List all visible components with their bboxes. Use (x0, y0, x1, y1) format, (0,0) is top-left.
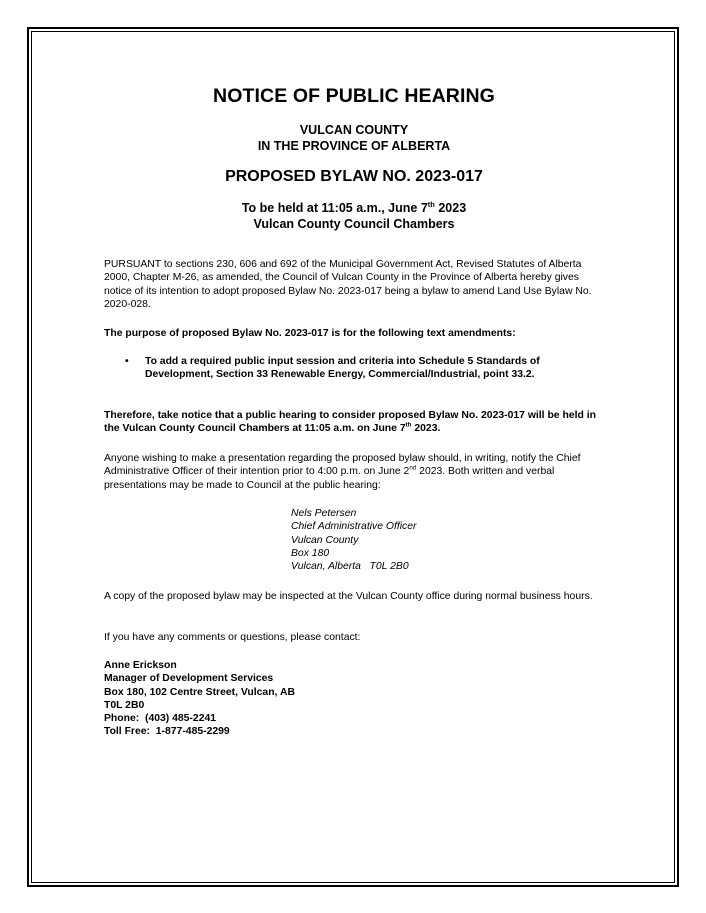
questions-paragraph: If you have any comments or questions, please contact: (104, 632, 361, 643)
cao-address (291, 507, 417, 573)
contact-line: Anne Erickson (104, 660, 177, 671)
contact-line: T0L 2B0 (104, 699, 145, 711)
amendment-text: To add a required public input session and criteria into Schedule 5 Standards of Development, Section 33 Renewable Energy, Commercial/Industrial, point 33.2. (145, 356, 540, 381)
therefore-sup: th (405, 421, 412, 429)
purpose-paragraph: The purpose of proposed Bylaw No. 2023-017 is for the following text amendments: (104, 328, 516, 339)
hearing-location: Vulcan County Council Chambers (253, 217, 455, 231)
contact-phone: Phone: (403) 485-2241 (104, 713, 217, 725)
therefore-text: Therefore, take notice that a public hearing to consider proposed Bylaw No. 2023-017 will be held in the Vulcan County Council Chambers at 11:05 a.m. on June 7 (104, 410, 596, 435)
address-line: Vulcan County (291, 534, 359, 546)
anyone-rest: 2023. Both written and verbal presentations may be made to Council at the public hearing: (104, 466, 555, 491)
county-heading (104, 122, 604, 154)
province-line: IN THE PROVINCE OF ALBERTA (257, 139, 451, 153)
hearing-time-sup: th (427, 199, 435, 209)
bylaw-heading: PROPOSED BYLAW NO. 2023-017 (225, 168, 483, 185)
anyone-paragraph (104, 452, 606, 492)
contact-toll-free: Toll Free: 1-877-485-2299 (104, 726, 230, 738)
address-line: Vulcan, Alberta T0L 2B0 (291, 561, 409, 573)
address-line: Box 180 (291, 547, 330, 559)
bullet-icon: • (125, 356, 129, 367)
address-line: Nels Petersen (291, 508, 357, 519)
anyone-text: Anyone wishing to make a presentation regarding the proposed bylaw should, in writing, notify the Chief Administrative Officer of their intention prior to 4:00 p.m. on June 2 (104, 453, 581, 478)
county-name: VULCAN COUNTY (299, 123, 409, 137)
copy-paragraph: A copy of the proposed bylaw may be inspected at the Vulcan County office during normal business hours. (104, 591, 593, 602)
therefore-year: 2023. (411, 423, 441, 435)
hearing-time-text: To be held at 11:05 a.m., June 7 (241, 201, 428, 215)
therefore-paragraph (104, 409, 606, 436)
notice-title: NOTICE OF PUBLIC HEARING (213, 85, 495, 107)
address-line: Chief Administrative Officer (291, 521, 417, 533)
contact-line: Manager of Development Services (104, 673, 274, 685)
contact-line: Box 180, 102 Centre Street, Vulcan, AB (104, 686, 295, 698)
hearing-time-block (104, 200, 604, 232)
pursuant-paragraph: PURSUANT to sections 230, 606 and 692 of the Municipal Government Act, Revised Statutes of Alberta 2000, Chapter M-26, as amended, the Council of Vulcan County in the Province of Alberta hereby gives notice of its intention to adopt proposed Bylaw No. 2023-017 being a bylaw to amend Land Use Bylaw No. 2020-028. (104, 259, 592, 310)
hearing-time-year: 2023 (434, 201, 467, 215)
anyone-sup: nd (409, 464, 417, 472)
contact-block (104, 659, 295, 739)
hearing-time (104, 200, 604, 216)
